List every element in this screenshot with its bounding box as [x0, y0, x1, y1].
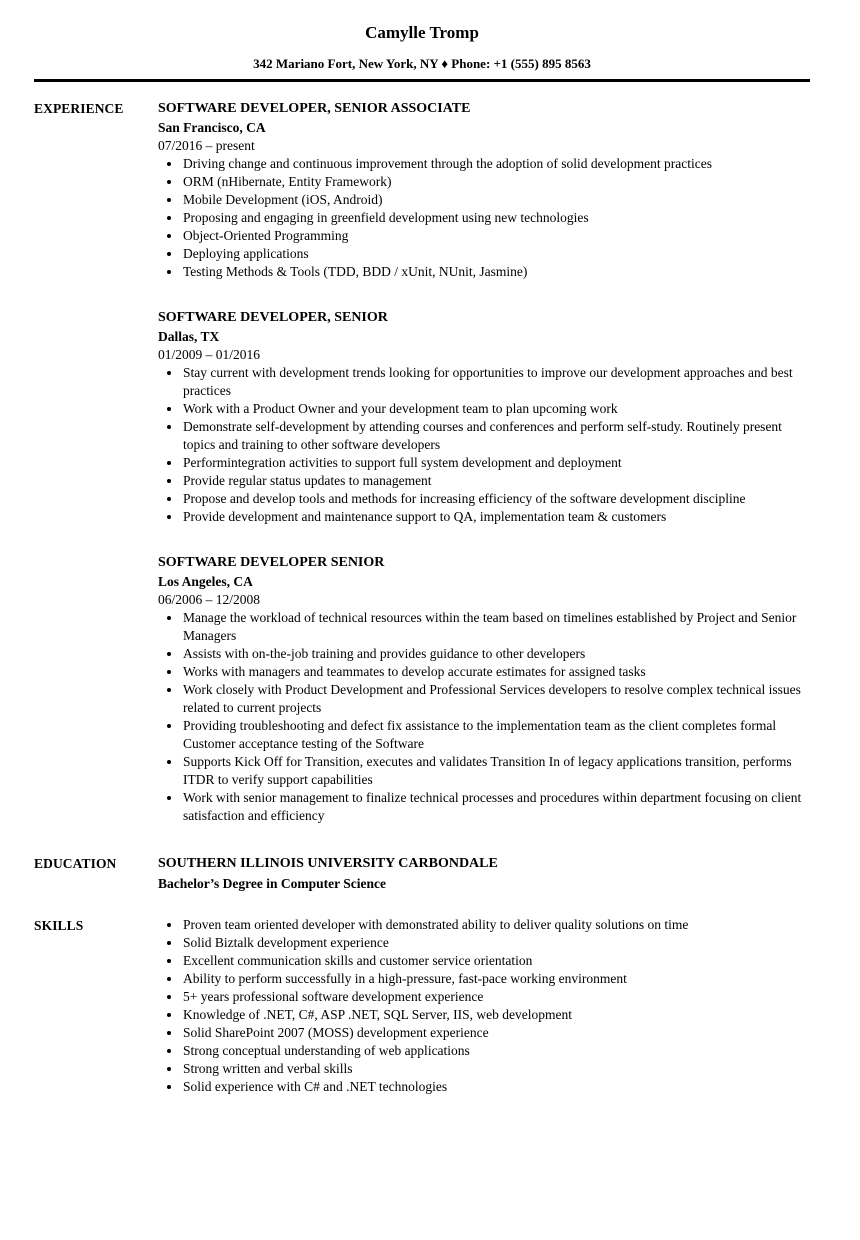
job-title: SOFTWARE DEVELOPER SENIOR [158, 555, 385, 570]
skill-bullet: • Proven team oriented developer with demonstrated ability to deliver quality solutions on time [182, 916, 810, 934]
section-experience [34, 99, 810, 825]
job-bullet: • Assists with on-the-job training and provides guidance to other developers [182, 645, 810, 663]
job-bullet: • Mobile Development (iOS, Android) [182, 191, 810, 209]
section-skills [34, 916, 810, 1096]
skill-bullet: • Solid SharePoint 2007 (MOSS) development experience [182, 1024, 810, 1042]
job-bullet: • Supports Kick Off for Transition, executes and validates Transition In of legacy applications transition, performs ITDR to verify support capabilities [182, 753, 810, 789]
job-bullet: • Manage the workload of technical resources within the team based on timelines established by Project and Senior Managers [182, 609, 810, 645]
skills-label: SKILLS [34, 918, 84, 933]
job-entry-1 [158, 99, 810, 281]
job-bullet: • Object-Oriented Programming [182, 227, 810, 245]
job-title: SOFTWARE DEVELOPER, SENIOR ASSOCIATE [158, 101, 471, 116]
skills-content [158, 916, 810, 1096]
skills-bullet-list [158, 916, 810, 1096]
job-bullet: • Driving change and continuous improvement through the adoption of solid development practices [182, 155, 810, 173]
job-location: Los Angeles, CA [158, 574, 253, 589]
job-dates: 07/2016 – present [158, 138, 255, 153]
job-entry-2 [158, 308, 810, 526]
job-bullet: • Demonstrate self-development by attending courses and conferences and perform self-study. Routinely present topics and training to other software developers [182, 418, 810, 454]
job-bullet: • Work with a Product Owner and your development team to plan upcoming work [182, 400, 810, 418]
school-name: SOUTHERN ILLINOIS UNIVERSITY CARBONDALE [158, 856, 498, 871]
resume-header [34, 22, 810, 82]
job-bullet: • ORM (nHibernate, Entity Framework) [182, 173, 810, 191]
job-bullet: • Providing troubleshooting and defect fix assistance to the implementation team as the client completes formal Customer acceptance testing of the Software [182, 717, 810, 753]
skill-bullet: • Solid experience with C# and .NET technologies [182, 1078, 810, 1096]
experience-content [158, 99, 810, 825]
job-location: San Francisco, CA [158, 120, 266, 135]
skill-bullet: • Solid Biztalk development experience [182, 934, 810, 952]
job-bullet: • Provide development and maintenance support to QA, implementation team & customers [182, 508, 810, 526]
skill-bullet: • Strong written and verbal skills [182, 1060, 810, 1078]
skill-bullet: • Strong conceptual understanding of web applications [182, 1042, 810, 1060]
header-divider [34, 79, 810, 82]
experience-label: EXPERIENCE [34, 101, 124, 116]
job-bullet: • Propose and develop tools and methods for increasing efficiency of the software development discipline [182, 490, 810, 508]
job-bullet: • Provide regular status updates to management [182, 472, 810, 490]
job-bullet: • Work with senior management to finalize technical processes and procedures within department focusing on client satisfaction and efficiency [182, 789, 810, 825]
skill-bullet: • Excellent communication skills and customer service orientation [182, 952, 810, 970]
education-content [158, 854, 810, 893]
job-bullet-list [158, 155, 810, 281]
job-bullet-list [158, 609, 810, 825]
degree: Bachelor’s Degree in Computer Science [158, 876, 386, 891]
job-bullet: • Works with managers and teammates to develop accurate estimates for assigned tasks [182, 663, 810, 681]
job-dates: 01/2009 – 01/2016 [158, 347, 261, 362]
skill-bullet: • Ability to perform successfully in a high-pressure, fast-pace working environment [182, 970, 810, 988]
job-bullet: • Performintegration activities to support full system development and deployment [182, 454, 810, 472]
job-bullet: • Stay current with development trends looking for opportunities to improve our development approaches and best practices [182, 364, 810, 400]
job-title: SOFTWARE DEVELOPER, SENIOR [158, 310, 388, 325]
section-education [34, 854, 810, 893]
job-dates: 06/2006 – 12/2008 [158, 592, 261, 607]
job-bullet: • Work closely with Product Development and Professional Services developers to resolve complex technical issues related to current projects [182, 681, 810, 717]
job-bullet: • Deploying applications [182, 245, 810, 263]
contact-line: 342 Mariano Fort, New York, NY ♦ Phone: +1 (555) 895 8563 [253, 56, 591, 71]
job-bullet: • Proposing and engaging in greenfield development using new technologies [182, 209, 810, 227]
job-bullet: • Testing Methods & Tools (TDD, BDD / xUnit, NUnit, Jasmine) [182, 263, 810, 281]
skill-bullet: • 5+ years professional software development experience [182, 988, 810, 1006]
education-label: EDUCATION [34, 856, 117, 871]
candidate-name: Camylle Tromp [365, 23, 479, 42]
job-entry-3 [158, 553, 810, 825]
skill-bullet: • Knowledge of .NET, C#, ASP .NET, SQL Server, IIS, web development [182, 1006, 810, 1024]
job-location: Dallas, TX [158, 329, 220, 344]
job-bullet-list [158, 364, 810, 526]
